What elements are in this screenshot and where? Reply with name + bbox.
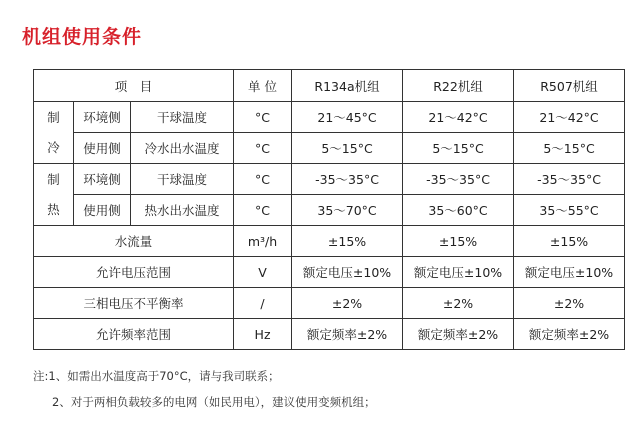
unit-cell: V	[234, 257, 292, 288]
value-cell: 额定电压±10%	[514, 257, 625, 288]
table-header-row	[34, 70, 625, 102]
value-cell: 21～42°C	[514, 102, 625, 133]
side-cell: 环境侧	[74, 102, 131, 133]
header-unit: 单 位	[234, 70, 292, 102]
section-title: 机组使用条件	[22, 26, 143, 48]
table-row	[34, 319, 625, 350]
value-cell: -35～35°C	[292, 164, 403, 195]
header-item: 项 目	[34, 70, 234, 102]
table-row	[34, 133, 625, 164]
unit-cell: /	[234, 288, 292, 319]
conditions-table	[33, 69, 625, 350]
value-cell: 35～70°C	[292, 195, 403, 226]
header-model: R507机组	[514, 70, 625, 102]
param-cell: 干球温度	[131, 102, 234, 133]
table-row	[34, 288, 625, 319]
unit-cell: Hz	[234, 319, 292, 350]
value-cell: 5～15°C	[403, 133, 514, 164]
unit-cell: °C	[234, 102, 292, 133]
footnote-2: 2、对于两相负载较多的电网（如民用电），建议使用变频机组；	[52, 395, 376, 409]
value-cell: 额定电压±10%	[292, 257, 403, 288]
value-cell: ±2%	[292, 288, 403, 319]
param-cell: 干球温度	[131, 164, 234, 195]
table-row	[34, 164, 625, 195]
unit-cell: m³/h	[234, 226, 292, 257]
param-cell: 三相电压不平衡率	[34, 288, 234, 319]
value-cell: 额定电压±10%	[403, 257, 514, 288]
footnote-1: 注:1、如需出水温度高于70°C，请与我司联系；	[33, 369, 280, 383]
value-cell: -35～35°C	[403, 164, 514, 195]
unit-cell: °C	[234, 164, 292, 195]
value-cell: 35～55°C	[514, 195, 625, 226]
unit-cell: °C	[234, 133, 292, 164]
value-cell: ±15%	[403, 226, 514, 257]
value-cell: 额定频率±2%	[292, 319, 403, 350]
table-row	[34, 226, 625, 257]
value-cell: ±15%	[292, 226, 403, 257]
param-cell: 允许电压范围	[34, 257, 234, 288]
param-cell: 允许频率范围	[34, 319, 234, 350]
param-cell: 水流量	[34, 226, 234, 257]
side-cell: 使用侧	[74, 133, 131, 164]
value-cell: 35～60°C	[403, 195, 514, 226]
side-cell: 环境侧	[74, 164, 131, 195]
cooling-group-label: 制 冷	[34, 102, 74, 164]
param-cell: 冷水出水温度	[131, 133, 234, 164]
table-row	[34, 102, 625, 133]
footnotes	[33, 368, 376, 420]
header-model: R134a机组	[292, 70, 403, 102]
value-cell: 5～15°C	[514, 133, 625, 164]
table-row	[34, 257, 625, 288]
heating-group-label: 制 热	[34, 164, 74, 226]
unit-cell: °C	[234, 195, 292, 226]
value-cell: ±2%	[403, 288, 514, 319]
value-cell: ±2%	[514, 288, 625, 319]
value-cell: -35～35°C	[514, 164, 625, 195]
side-cell: 使用侧	[74, 195, 131, 226]
value-cell: 21～42°C	[403, 102, 514, 133]
table-row	[34, 195, 625, 226]
value-cell: 5～15°C	[292, 133, 403, 164]
header-model: R22机组	[403, 70, 514, 102]
value-cell: 21～45°C	[292, 102, 403, 133]
value-cell: 额定频率±2%	[514, 319, 625, 350]
param-cell: 热水出水温度	[131, 195, 234, 226]
value-cell: 额定频率±2%	[403, 319, 514, 350]
value-cell: ±15%	[514, 226, 625, 257]
